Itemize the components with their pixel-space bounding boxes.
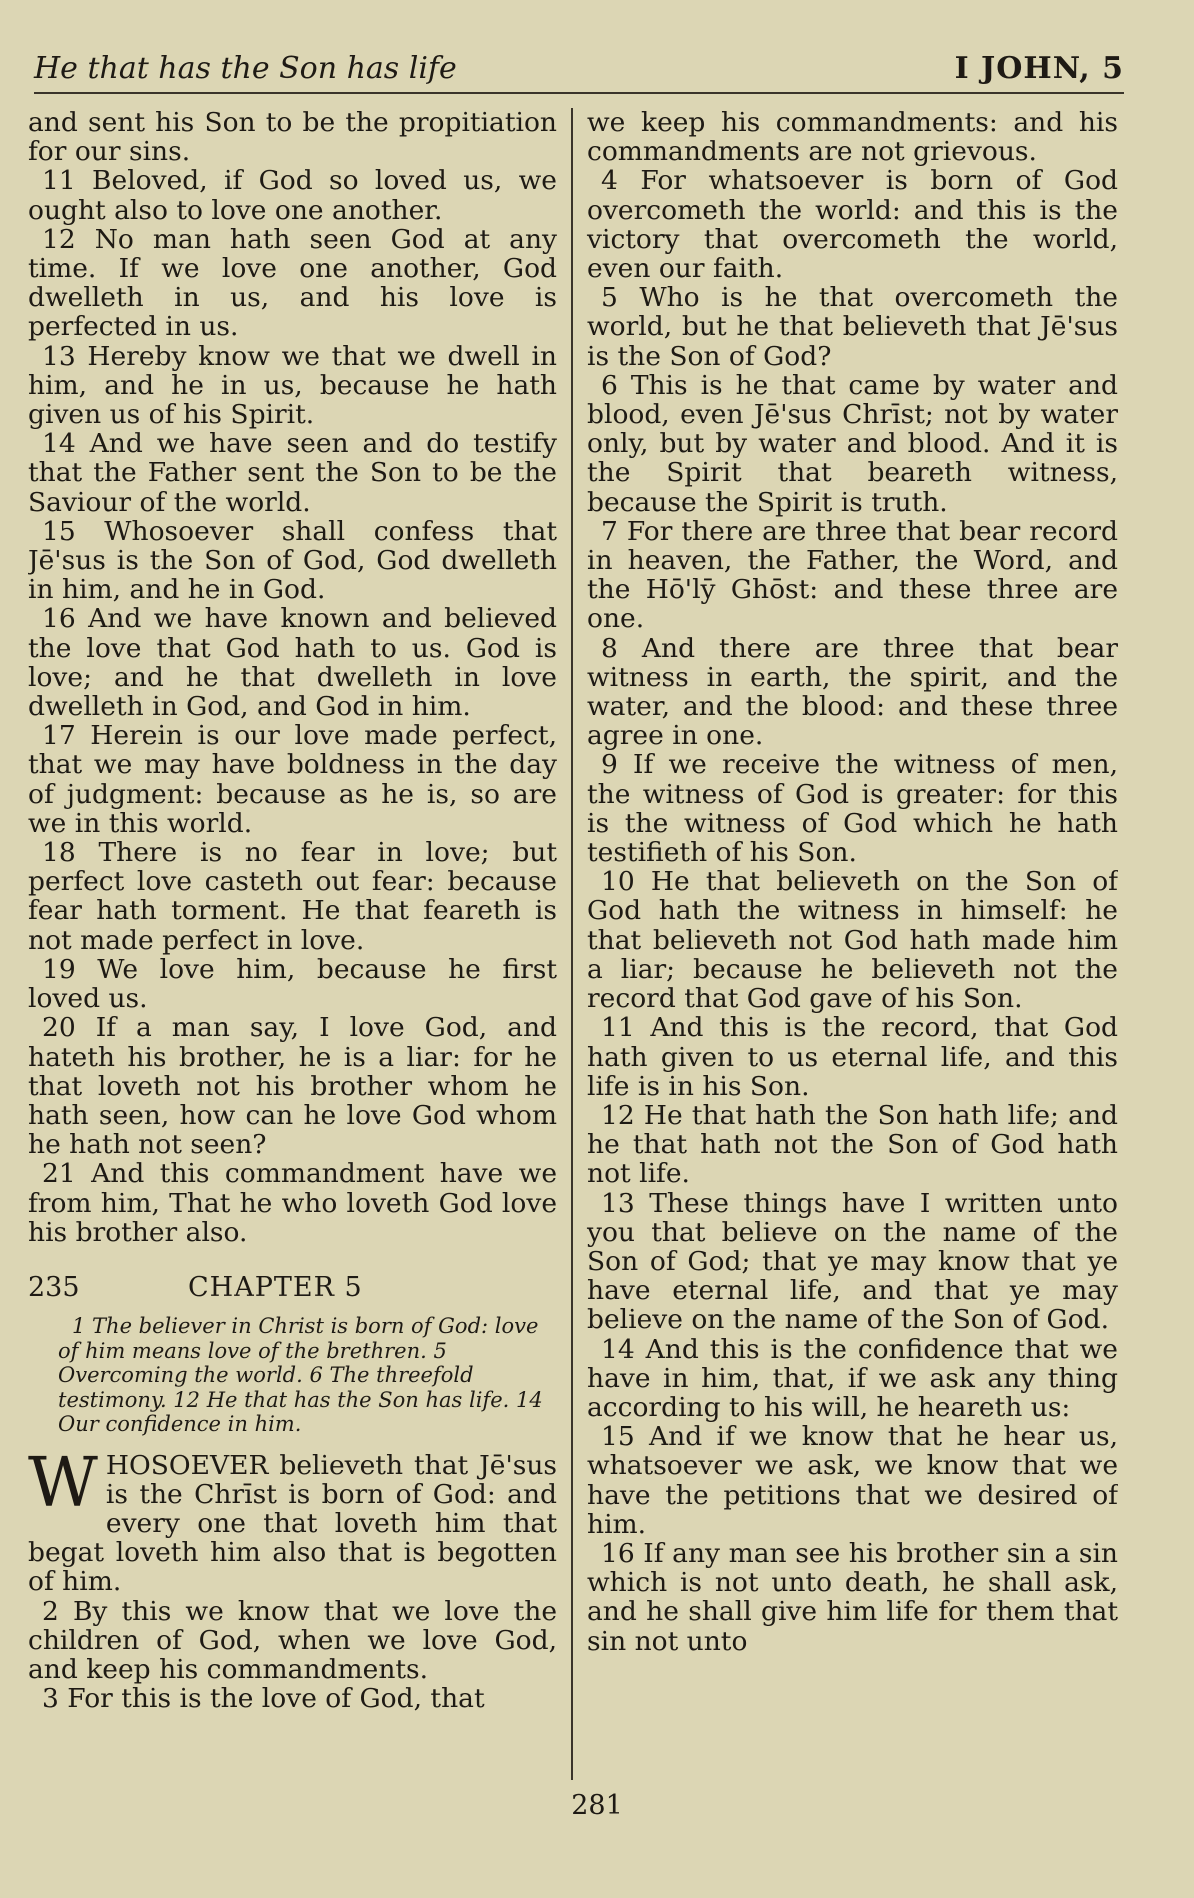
verse: 20 If a man say, I love God, and hateth his brother, he is a liar: for he that loveth not his brother whom he hath seen, how can he love God whom he hath not seen? bbox=[28, 1012, 557, 1161]
verse: 5 Who is he that overcometh the world, but he that believeth that Jē'sus is the Son of God? bbox=[587, 282, 1118, 372]
opening-verse-text: HOSOEVER believeth that Jē'sus is the Chrīst is born of God: and every one that loveth him that begat loveth him also that is begotten of him. bbox=[28, 1449, 557, 1598]
verse: 3 For this is the love of God, that bbox=[42, 1683, 485, 1715]
verse: 13 These things have I written unto you that believe on the name of the Son of God; that ye may know that ye have eternal life, and that ye may believe on the name of the Son of God. bbox=[587, 1187, 1118, 1336]
verse: and sent his Son to be the propitiation for our sins. bbox=[28, 108, 557, 168]
verse: 7 For there are three that bear record in heaven, the Father, the Word, and the Hō'lȳ Ghōst: and these three are one. bbox=[587, 515, 1118, 635]
verse: 14 And we have seen and do testify that the Father sent the Son to be the Saviour of the world. bbox=[28, 428, 557, 518]
page-number: 281 bbox=[571, 1790, 623, 1821]
right-column bbox=[573, 108, 1118, 1780]
text-columns bbox=[28, 108, 1118, 1780]
verse: 21 And this commandment have we from him, That he who loveth God love his brother also. bbox=[28, 1158, 557, 1248]
verse: 9 If we receive the witness of men, the witness of God is greater: for this is the witness of God which he hath testifieth of his Son. bbox=[587, 749, 1118, 869]
opening-verse bbox=[28, 1443, 557, 1598]
verse: 14 And this is the confidence that we have in him, that, if we ask any thing according to his will, he heareth us: bbox=[587, 1333, 1118, 1423]
verse: 10 He that believeth on the Son of God hath the witness in himself: he that believeth not God hath made him a liar; because he believeth not the record that God gave of his Son. bbox=[587, 866, 1118, 1015]
running-head-title: He that has the Son has life bbox=[34, 51, 457, 86]
verse: 16 If any man see his brother sin a sin which is not unto death, he shall ask, and he shall give him life for them that sin not unto bbox=[587, 1537, 1118, 1657]
verse: 12 He that hath the Son hath life; and he that hath not the Son of God hath not life. bbox=[587, 1099, 1118, 1190]
verse: 11 And this is the record, that God hath given to us eternal life, and this life is in his Son. bbox=[587, 1012, 1118, 1102]
verse: 17 Herein is our love made perfect, that we may have boldness in the day of judgment: because as he is, so are we in this world. bbox=[28, 720, 557, 839]
chapter-title: CHAPTER 5 bbox=[188, 1271, 363, 1303]
verse: 18 There is no fear in love; but perfect love casteth out fear: because fear hath torment. He that feareth is not made perfect in love. bbox=[28, 837, 557, 956]
verse: 8 And there are three that bear witness in earth, the spirit, and the water, and the blood: and these three agree in one. bbox=[587, 632, 1118, 752]
drop-cap: W bbox=[28, 1443, 98, 1523]
verse: 11 Beloved, if God so loved us, we ought also to love one another. bbox=[28, 165, 557, 226]
verse: 13 Hereby know we that we dwell in him, and he in us, because he hath given us of his Spirit. bbox=[28, 340, 557, 431]
left-column bbox=[28, 108, 573, 1780]
verse: 15 And if we know that he hear us, whatsoever we ask, we know that we have the petitions that we desired of him. bbox=[587, 1421, 1118, 1540]
verse: 6 This is he that came by water and blood, even Jē'sus Chrīst; not by water only, but by water and blood. And it is the Spirit that beareth witness, because the Spirit is truth. bbox=[587, 369, 1118, 518]
chapter-heading bbox=[28, 1273, 557, 1302]
verse: 4 For whatsoever is born of God overcometh the world: and this is the victory that overcometh the world, even our faith. bbox=[587, 165, 1118, 285]
chapter-reference-number: 235 bbox=[28, 1271, 80, 1303]
verse: 19 We love him, because he first loved us. bbox=[28, 953, 557, 1015]
verse: 12 No man hath seen God at any time. If we love one another, God dwelleth in us, and his love is perfected in us. bbox=[28, 223, 557, 343]
chapter-summary: 1 The believer in Christ is born of God: love of him means love of the brethren. 5 Overcoming the world. 6 The threefold testimony. 12 He that has the Son has life. 14 Our confidence in him. bbox=[58, 1314, 543, 1437]
running-head bbox=[34, 46, 1124, 94]
book-chapter-label: I JOHN, 5 bbox=[954, 51, 1124, 86]
verse: 16 And we have known and believed the love that God hath to us. God is love; and he that dwelleth in love dwelleth in God, and God in him. bbox=[28, 603, 557, 723]
verse: 2 By this we know that we love the children of God, when we love God, and keep his commandments. bbox=[28, 1595, 557, 1686]
verse: we keep his commandments: and his commandments are not grievous. bbox=[587, 108, 1118, 168]
verse: 15 Whosoever shall confess that Jē'sus is the Son of God, God dwelleth in him, and he in God. bbox=[28, 515, 557, 606]
